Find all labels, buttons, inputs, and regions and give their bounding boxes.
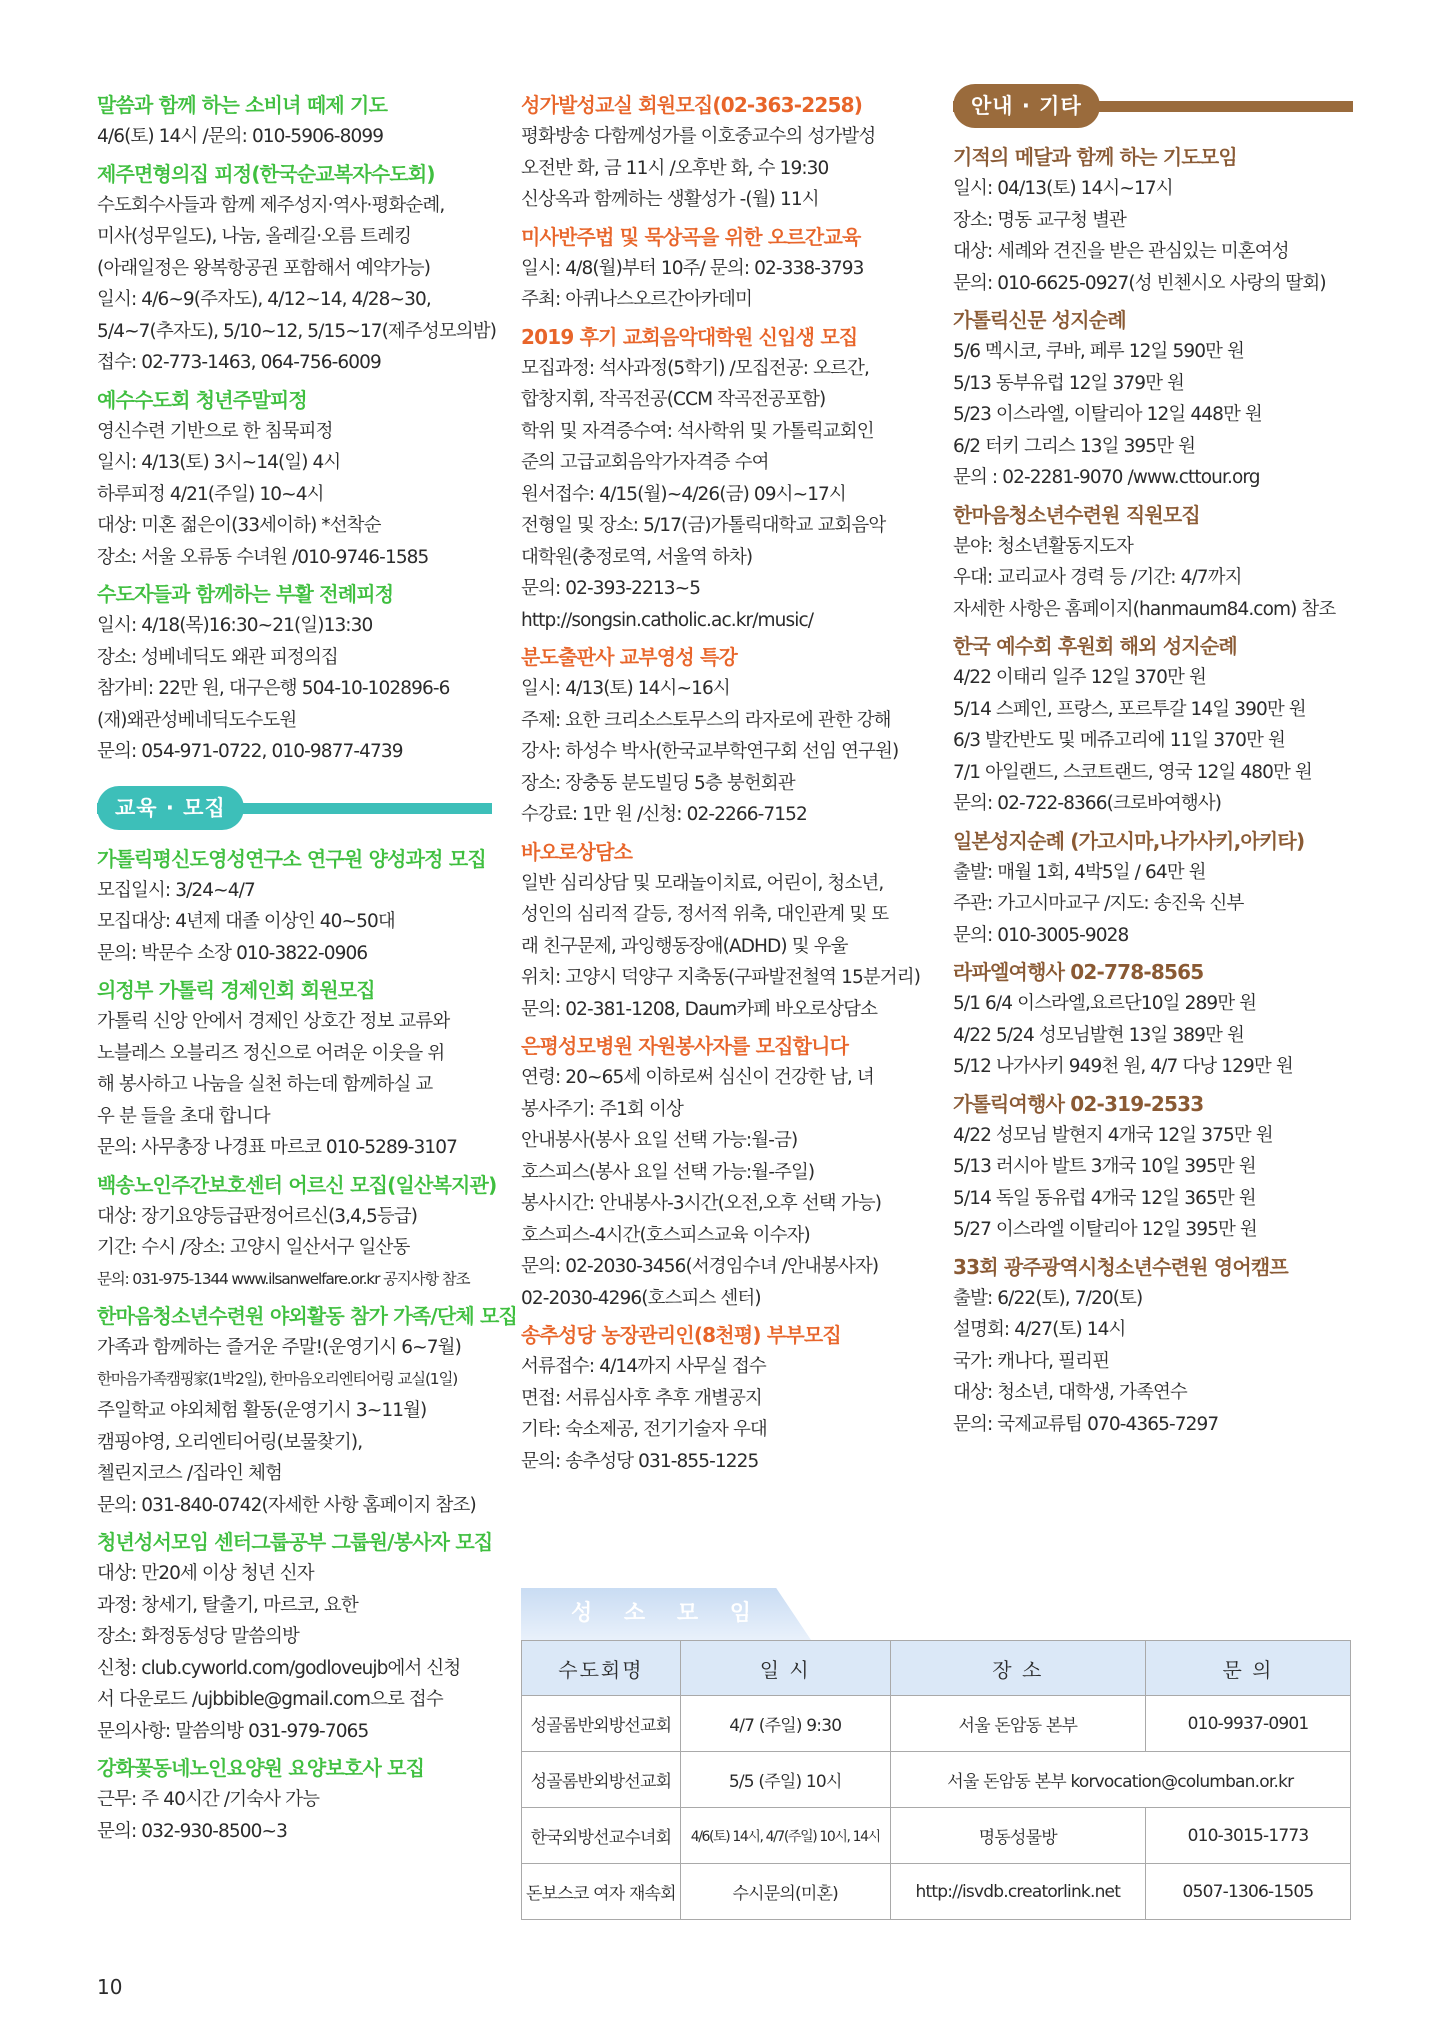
notice-item [521, 1320, 931, 1477]
notice-line: 기타: 숙소제공, 전기기술자 우대 [521, 1419, 767, 1440]
notice-item [953, 1252, 1353, 1441]
table-header-row [522, 1641, 1351, 1696]
notice-line: 서 다운로드 /ujbbible@gmail.com으로 접수 [97, 1689, 443, 1710]
notice-line: 자세한 사항은 홈페이지(hanmaum84.com) 참조 [953, 598, 1336, 620]
notice-line: 접수: 02-773-1463, 064-756-6009 [97, 352, 381, 373]
notice-line: 대상: 청소년, 대학생, 가족연수 [953, 1382, 1187, 1403]
notice-line: 강사: 하성수 박사(한국교부학연구회 선임 연구원) [521, 741, 899, 762]
notice-item [521, 322, 931, 637]
notice-item [953, 1089, 1353, 1246]
notice-item [97, 90, 492, 153]
notice-line: 준의 고급교회음악가자격증 수여 [521, 452, 769, 473]
middle-column [521, 90, 931, 1483]
notice-line: 호스피스(봉사 요일 선택 가능:월-주일) [521, 1161, 815, 1183]
notice-line: 문의: 054-971-0722, 010-9877-4739 [97, 741, 403, 762]
notice-item [521, 90, 931, 216]
notice-line: 한마음가족캠핑家(1박2일), 한마음오리엔티어링 교실(1일) [97, 1369, 458, 1388]
notice-line: 일시: 4/13(토) 14시~16시 [521, 678, 730, 699]
header-cell: 문 의 [1145, 1641, 1350, 1696]
notice-line: 장소: 명동 교구청 별관 [953, 209, 1127, 231]
notice-title: 33회 광주광역시청소년수련원 영어캠프 [953, 1254, 1288, 1279]
notice-item [521, 1031, 931, 1314]
notice-line: 5/4~7(추자도), 5/10~12, 5/15~17(제주성모의밤) [97, 320, 497, 342]
notice-line: 주관: 가고시마교구 /지도: 송진욱 신부 [953, 893, 1244, 914]
notice-line: 02-2030-4296(호스피스 센터) [521, 1287, 761, 1309]
notice-title: 가톨릭여행사 02-319-2533 [953, 1091, 1204, 1116]
notice-line: 봉사시간: 안내봉사-3시간(오전,오후 선택 가능) [521, 1193, 882, 1214]
table-cell: 명동성물방 [890, 1808, 1145, 1864]
notice-line: 근무: 주 40시간 /기숙사 가능 [97, 1789, 320, 1810]
notice-line: 봉사주기: 주1회 이상 [521, 1098, 683, 1120]
notice-line: 국가: 캐나다, 필리핀 [953, 1350, 1110, 1372]
notice-line: 해 봉사하고 나눔을 실천 하는데 함께하실 교 [97, 1074, 433, 1095]
notice-line: 문의 : 02-2281-9070 /www.cttour.org [953, 467, 1260, 488]
notice-item [97, 1753, 492, 1847]
table-cell: 돈보스코 여자 재속회 [522, 1864, 681, 1920]
notice-item [521, 837, 931, 1026]
notice-line: 설명회: 4/27(토) 14시 [953, 1319, 1126, 1340]
notice-line: 문의: 02-2030-3456(서경임수녀 /안내봉사자) [521, 1256, 879, 1277]
notice-line: 문의: 031-840-0742(자세한 사항 홈페이지 참조) [97, 1494, 476, 1516]
vocation-meetings-table [521, 1640, 1351, 1920]
notice-line: 문의: 02-393-2213~5 [521, 578, 701, 599]
section-banner-info [953, 84, 1353, 128]
notice-title: 분도출판사 교부영성 특강 [521, 645, 738, 669]
notice-line: 대상: 세례와 견진을 받은 관심있는 미혼여성 [953, 241, 1289, 262]
notice-list-top [97, 90, 497, 768]
header-cell: 일 시 [680, 1641, 890, 1696]
table-cell: 0507-1306-1505 [1145, 1864, 1350, 1920]
notice-title: 성가발성교실 회원모집(02-363-2258) [521, 93, 863, 117]
notice-line: 일시: 4/6~9(주자도), 4/12~14, 4/28~30, [97, 289, 431, 310]
notice-line: 래 친구문제, 과잉행동장애(ADHD) 및 우울 [521, 935, 848, 957]
table-tab [521, 1588, 1351, 1640]
table-row [522, 1808, 1351, 1864]
notice-title: 수도자들과 함께하는 부활 전례피정 [97, 582, 394, 606]
notice-line: 분야: 청소년활동지도자 [953, 535, 1134, 557]
notice-list-education [97, 844, 518, 1848]
table-cell: 서울 돈암동 본부 korvocation@columban.or.kr [890, 1752, 1350, 1808]
table-row [522, 1752, 1351, 1808]
notice-line: 문의사항: 말씀의방 031-979-7065 [97, 1720, 369, 1742]
notice-line: 장소: 서울 오류동 수녀원 /010-9746-1585 [97, 546, 429, 568]
notice-title: 강화꽃동네노인요양원 요양보호사 모집 [97, 1756, 425, 1780]
notice-line: 출발: 매월 1회, 4박5일 / 64만 원 [953, 861, 1206, 883]
notice-line: 문의: 사무총장 나경표 마르코 010-5289-3107 [97, 1137, 458, 1158]
notice-line: 주최: 아퀴나스오르간아카데미 [521, 289, 752, 310]
notice-title: 송추성당 농장관리인(8천평) 부부모집 [521, 1323, 841, 1347]
notice-line: 장소: 화정동성당 말씀의방 [97, 1626, 299, 1647]
notice-line: 연령: 20~65세 이하로써 심신이 건강한 남, 녀 [521, 1067, 874, 1088]
notice-line: 안내봉사(봉사 요일 선택 가능:월-금) [521, 1130, 798, 1151]
notice-line: 5/6 멕시코, 쿠바, 페루 12일 590만 원 [953, 341, 1244, 362]
notice-line: 5/23 이스라엘, 이탈리아 12일 448만 원 [953, 404, 1262, 425]
header-cell: 수도회명 [522, 1641, 681, 1696]
notice-line: 4/22 성모님 발현지 4개국 12일 375만 원 [953, 1124, 1273, 1146]
notice-title: 가톨릭평신도영성연구소 연구원 양성과정 모집 [97, 846, 486, 871]
notice-line: 문의: 031-975-1344 www.ilsanwelfare.or.kr 공지사항 참조 [97, 1269, 470, 1288]
notice-title: 청년성서모임 센터그룹공부 그룹원/봉사자 모집 [97, 1530, 493, 1554]
notice-item [97, 159, 497, 379]
notice-line: 면접: 서류심사후 추후 개별공지 [521, 1387, 762, 1409]
notice-line: 5/14 독일 동유럽 4개국 12일 365만 원 [953, 1187, 1256, 1209]
table-cell: 서울 돈암동 본부 [890, 1696, 1145, 1752]
notice-line: 4/22 5/24 성모님발현 13일 389만 원 [953, 1024, 1244, 1046]
notice-line: 서류접수: 4/14까지 사무실 접수 [521, 1356, 766, 1377]
notice-line: 문의: 02-381-1208, Daum카페 바오로상담소 [521, 998, 878, 1020]
notice-line: 문의: 032-930-8500~3 [97, 1820, 287, 1842]
notice-item [953, 305, 1353, 494]
notice-item [521, 222, 931, 316]
notice-line: 학위 및 자격증수여: 석사학위 및 가톨릭교회인 [521, 420, 874, 442]
notice-line: 대상: 만20세 이상 청년 신자 [97, 1563, 314, 1584]
notice-line: 과정: 창세기, 탈출기, 마르코, 요한 [97, 1594, 358, 1616]
notice-line: 주일학교 야외체험 활동(운영기시 3~11월) [97, 1400, 427, 1421]
notice-line: 호스피스-4시간(호스피스교육 이수자) [521, 1224, 810, 1246]
notice-list-middle [521, 90, 931, 1477]
notice-line: 대상: 미혼 젊은이(33세이하) *선착순 [97, 515, 381, 536]
notice-line: (재)왜관성베네딕도수도원 [97, 709, 297, 731]
table-cell: 4/7 (주일) 9:30 [680, 1696, 890, 1752]
notice-line: 문의: 박문수 소장 010-3822-0906 [97, 942, 368, 964]
notice-item [97, 1301, 518, 1521]
notice-title: 미사반주법 및 묵상곡을 위한 오르간교육 [521, 224, 861, 249]
table-cell: 010-3015-1773 [1145, 1808, 1350, 1864]
notice-line: 우 분 들을 초대 합니다 [97, 1105, 270, 1127]
notice-line: http://songsin.catholic.ac.kr/music/ [521, 609, 814, 631]
notice-line: 일시: 4/18(목)16:30~21(일)13:30 [97, 615, 373, 636]
notice-item [97, 844, 492, 970]
table-cell: http://isvdb.creatorlink.net [890, 1864, 1145, 1920]
notice-title: 은평성모병원 자원봉사자를 모집합니다 [521, 1034, 849, 1058]
notice-line: 5/13 러시아 발트 3개국 10일 395만 원 [953, 1156, 1256, 1177]
notice-title: 한마음청소년수련원 야외활동 참가 가족/단체 모집 [97, 1304, 518, 1328]
notice-item [97, 579, 492, 768]
notice-line: 일시: 04/13(토) 14시~17시 [953, 178, 1173, 199]
notice-line: 신상옥과 함께하는 생활성가 -(월) 11시 [521, 189, 819, 210]
notice-line: 6/3 발칸반도 및 메쥬고리에 11일 370만 원 [953, 730, 1285, 751]
notice-line: 캠핑야영, 오리엔티어링(보물찾기), [97, 1431, 363, 1453]
notice-item [97, 975, 492, 1164]
notice-line: 모집일시: 3/24~4/7 [97, 879, 255, 901]
notice-item [97, 1527, 492, 1747]
table-cell: 성골롬반외방선교회 [522, 1752, 681, 1808]
notice-line: 5/13 동부유럽 12일 379만 원 [953, 372, 1185, 394]
notice-item [953, 631, 1353, 820]
notice-line: 5/1 6/4 이스라엘,요르단10일 289만 원 [953, 993, 1257, 1014]
notice-line: 가족과 함께하는 즐거운 주말!(운영기시 6~7월) [97, 1337, 461, 1358]
notice-title: 의정부 가톨릭 경제인회 회원모집 [97, 978, 375, 1002]
notice-line: 하루피정 4/21(주일) 10~4시 [97, 483, 324, 505]
notice-line: 4/6(토) 14시 /문의: 010-5906-8099 [97, 126, 384, 147]
notice-title: 일본성지순례 (가고시마,나가사키,아키타) [953, 828, 1305, 853]
notice-line: 문의: 송추성당 031-855-1225 [521, 1450, 759, 1472]
notice-line: 문의: 02-722-8366(크로바여행사) [953, 793, 1222, 814]
notice-title: 예수수도회 청년주말피정 [97, 387, 307, 412]
notice-line: 평화방송 다함께성가를 이호중교수의 성가발성 [521, 126, 876, 147]
table-cell: 010-9937-0901 [1145, 1696, 1350, 1752]
notice-title: 바오로상담소 [521, 839, 633, 864]
notice-line: 문의: 010-3005-9028 [953, 924, 1129, 946]
notice-line: 5/27 이스라엘 이탈리아 12일 395만 원 [953, 1219, 1257, 1240]
section-banner-education [97, 786, 492, 830]
notice-title: 기적의 메달과 함께 하는 기도모임 [953, 145, 1237, 169]
notice-line: 6/2 터키 그리스 13일 395만 원 [953, 435, 1196, 457]
notice-line: 일시: 4/13(토) 3시~14(일) 4시 [97, 452, 341, 473]
notice-title: 말씀과 함께 하는 소비녀 떼제 기도 [97, 93, 388, 117]
notice-line: 5/14 스페인, 프랑스, 포르투갈 14일 390만 원 [953, 698, 1306, 720]
notice-line: 주제: 요한 크리소스토무스의 라자로에 관한 강해 [521, 709, 891, 731]
notice-line: 일시: 4/8(월)부터 10주/ 문의: 02-338-3793 [521, 257, 864, 279]
notice-item [97, 1170, 497, 1296]
notice-title: 한마음청소년수련원 직원모집 [953, 502, 1200, 527]
table-cell: 한국외방선교수녀회 [522, 1808, 681, 1864]
notice-line: 5/12 나가사키 949천 원, 4/7 다낭 129만 원 [953, 1056, 1293, 1077]
table-cell: 수시문의(미혼) [680, 1864, 890, 1920]
table-cell: 성골롬반외방선교회 [522, 1696, 681, 1752]
notice-line: 장소: 장충동 분도빌딩 5층 붕헌회관 [521, 772, 795, 794]
notice-item [953, 957, 1353, 1083]
notice-line: 위치: 고양시 덕양구 지축동(구파발전철역 15분거리) [521, 967, 921, 988]
notice-line: 가톨릭 신앙 안에서 경제인 상호간 정보 교류와 [97, 1011, 450, 1032]
notice-line: (아래일정은 왕복항공권 포함해서 예약가능) [97, 257, 431, 279]
notice-item [953, 142, 1353, 299]
notice-line: 대상: 장기요양등급판정어르신(3,4,5등급) [97, 1205, 418, 1227]
notice-line: 참가비: 22만 원, 대구은행 504-10-102896-6 [97, 678, 450, 699]
notice-line: 일반 심리상담 및 모래놀이치료, 어린이, 청소년, [521, 872, 884, 894]
banner-label: 교육 · 모집 [97, 786, 244, 830]
notice-title: 제주면형의집 피정(한국순교복자수도회) [97, 161, 435, 186]
notice-line: 수도회수사들과 함께 제주성지·역사·평화순례, [97, 194, 445, 216]
table-cell: 5/5 (주일) 10시 [680, 1752, 890, 1808]
notice-item [953, 500, 1353, 626]
vocation-meetings-section [521, 1588, 1351, 1920]
notice-line: 합창지휘, 작곡전공(CCM 작곡전공포함) [521, 389, 826, 410]
notice-title: 백송노인주간보호센터 어르신 모집(일산복지관) [97, 1172, 497, 1197]
notice-line: 장소: 성베네딕도 왜관 피정의집 [97, 646, 338, 668]
notice-line: 모집대상: 4년제 대졸 이상인 40~50대 [97, 911, 395, 932]
notice-title: 2019 후기 교회음악대학원 신입생 모집 [521, 324, 858, 349]
notice-line: 노블레스 오블리즈 정신으로 어려운 이웃을 위 [97, 1042, 445, 1064]
page-number: 10 [97, 1975, 123, 1999]
notice-item [953, 826, 1353, 952]
table-title: 성 소 모 임 [571, 1601, 763, 1626]
notice-list-right [953, 142, 1353, 1440]
notice-line: 전형일 및 장소: 5/17(금)가톨릭대학교 교회음악 [521, 515, 886, 536]
notice-line: 첼린지코스 /집라인 체험 [97, 1463, 283, 1484]
notice-line: 문의: 010-6625-0927(성 빈첸시오 사랑의 딸회) [953, 272, 1326, 294]
notice-line: 모집과정: 석사과정(5학기) /모집전공: 오르간, [521, 357, 869, 379]
notice-line: 오전반 화, 금 11시 /오후반 화, 수 19:30 [521, 157, 829, 179]
notice-line: 출발: 6/22(토), 7/20(토) [953, 1287, 1143, 1309]
notice-line: 성인의 심리적 갈등, 정서적 위축, 대인관계 및 또 [521, 904, 889, 925]
notice-line: 영신수련 기반으로 한 침묵피정 [97, 420, 333, 442]
notice-line: 문의: 국제교류팀 070-4365-7297 [953, 1413, 1219, 1435]
banner-label: 안내 · 기타 [953, 84, 1100, 128]
notice-item [97, 385, 492, 574]
notice-line: 원서접수: 4/15(월)~4/26(금) 09시~17시 [521, 483, 846, 505]
notice-line: 7/1 아일랜드, 스코트랜드, 영국 12일 480만 원 [953, 761, 1312, 783]
left-column [97, 90, 518, 1853]
notice-line: 4/22 이태리 일주 12일 370만 원 [953, 667, 1206, 688]
notice-item [521, 642, 931, 831]
header-cell: 장 소 [890, 1641, 1145, 1696]
table-cell: 4/6(토) 14시, 4/7(주일) 10시, 14시 [680, 1808, 890, 1864]
notice-line: 수강료: 1만 원 /신청: 02-2266-7152 [521, 804, 807, 825]
right-column [953, 90, 1353, 1446]
notice-line: 미사(성무일도), 나눔, 올레길·오름 트레킹 [97, 226, 412, 247]
notice-line: 대학원(충정로역, 서울역 하차) [521, 546, 753, 568]
notice-title: 한국 예수회 후원회 해외 성지순례 [953, 634, 1237, 658]
notice-line: 우대: 교리교사 경력 등 /기간: 4/7까지 [953, 567, 1242, 588]
notice-line: 기간: 수시 /장소: 고양시 일산서구 일산동 [97, 1237, 410, 1258]
notice-line: 신청: club.cyworld.com/godloveujb에서 신청 [97, 1657, 461, 1679]
table-row [522, 1696, 1351, 1752]
notice-title: 가톨릭신문 성지순례 [953, 308, 1126, 332]
notice-title: 라파엘여행사 02-778-8565 [953, 960, 1204, 984]
table-row [522, 1864, 1351, 1920]
